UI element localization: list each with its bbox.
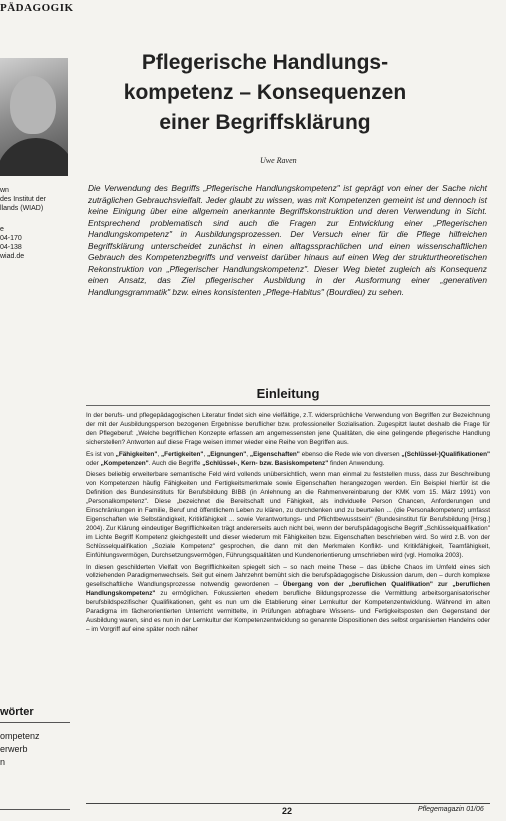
paragraph: Dieses beliebig erweiterbare semantische Feld wird vollends unübersichtlich, wenn man einmal zu feststellen muss, dass zur Beschreibung von Kompetenzen häufig Fähigkeiten und Fertigkeitsmerkmale sowie Eigenschaften herangezogen werden. Ein Beispiel hierfür ist die Definition des Bundesinstituts für Berufsbildung BIBB (in Anlehnung an die Rahmenvereinbarung der KMK vom 15. März 1991) von „Personalkompetenz". Diese „bezeichnet die Bereitschaft und Fähigkeit, als individuelle Person Chancen, Anforderungen und Einschränkungen in Familie, Beruf und öffentlichem Leben zu klären, zu durchdenken und zu beurteilen ... (die Personalkompetenz) umfasst Eigenschaften wie Selbständigkeit, Kritikfähigkeit ... sowie Verantwortungs- und Pflichtbewusstsein" (Bundesinstitut für Berufsbildung [Hrsg.] 2004). Zur Klärung eindeutiger Begrifflichkeiten trägt andererseits auch nicht bei, wenn der berufspädagogische Begriff „Schlüsselqualifikation" im Lichte Begriff Kompetenz gleichgestellt und dieser wiederum mit Fähigkeiten bzw. Eigenschaften beschrieben wird. So wird z.B. von der Schlüsselqualifikation „Soziale Kompetenz" gesprochen, die dann mit den Merkmalen Konflikt- und Kritikfähigkeit, Teamfähigkeit, Einfühlungsvermögen, Durchsetzungsvermögen, Führungsqualitäten und Kundenorientierung umschrieben wird (vgl. Homolka 2003).	[86, 471, 490, 559]
paragraph	[86, 451, 490, 469]
author-name: Uwe Raven	[260, 156, 297, 165]
page-number: 22	[282, 806, 293, 816]
author-photo	[0, 58, 68, 176]
author-email-link[interactable]: wiad.de	[0, 253, 25, 260]
term-bold: „Eignungen"	[207, 450, 247, 458]
text-run: zu ermöglichen. Fokussierten ehedem berufliche Bildungsprozesse die Vermittlung arbeitsorganisatorischer berufsbildspezifischer Qualifikationen, geht es nun um die Etablierung einer Lernkultur der Kompetenzentwicklung. Während im alten Paradigma im fächerorientierten Unterricht vermittelte, in Prüfungen abfragbare Wissens- und Fertigkeitsposten den Gegenstand der Ausbildung waren, sind es nun in der Lernkultur der Kompetenzentwicklung so genannte Dispositionen des selbst organisierten Handelns oder – im Vorgriff auf eine später noch näher	[86, 590, 490, 633]
paragraph	[86, 564, 490, 635]
footer-divider	[86, 803, 490, 804]
section-label: PÄDAGOGIK	[0, 2, 74, 14]
author-info	[0, 186, 70, 261]
abstract: Die Verwendung des Begriffs „Pflegerische Handlungskompetenz" ist geprägt von einer der Sache nicht zuträglichen Gebrauchsvielfalt. Jeder glaubt zu wissen, was mit Kompetenzen gemeint ist und dennoch ist keine Einigung über eine allgemein anerkannte Begriffskonstruktion und deren Verwendung in Sicht. Entsprechend problematisch sind auch die Fragen zur Entwicklung einer „Pflegerischen Handlungskompetenz" in Ausbildungsprozessen. Der Versuch einer für die Pflege hilfreichen Begriffsklärung unterscheidet zunächst in einen alltagssprachlichen und einen wissenschaftlichen Gebrauch des Kompetenzbegriffs und verweist darüber hinaus auf einen Weg der strukturtheoretischen Rekonstruktion von „Pflegerischer Handlungskompetenz". Dieser Weg bietet zugleich als Konsequenz einen Ansatz, das Ziel pflegerischer Ausbildung in der Ausformung einer „generativen Handlungsgrammatik" bzw. eines konsistenten „Pflege-Habitus" (Bourdieu) zu sehen.	[88, 183, 487, 297]
paragraph: In der berufs- und pflegepädagogischen Literatur findet sich eine vielfältige, z.T. widersprüchliche Verwendung von Begriffen zur Bezeichnung der mit der Ausbildungsperson bezogenen Ergebnisse beruflicher bzw. professioneller Sozialisation. Zugespitzt lautet deshalb die Frage für den Pflegeberuf: „Welche begrifflichen Konzepte erfassen am angemessensten jene Qualitäten, die eine gelingende pflegerische Handlung sicherstellen? Antworten auf diese Frage weisen immer wieder eine Reihe von Begriffen aus.	[86, 412, 490, 446]
divider	[86, 405, 490, 406]
text-run: Es ist von	[86, 450, 116, 458]
author-info-line: wn	[0, 187, 9, 194]
term-bold: „Kompetenzen"	[100, 459, 149, 467]
author-info-line: e	[0, 226, 4, 233]
author-info-line: llands (WIAD)	[0, 205, 44, 212]
term-bold: „Eigenschaften"	[249, 450, 300, 458]
text-run: In diesen geschilderten Vielfalt von Begrifflichkeiten spiegelt sich – so nach meine These – das übliche Chaos im Umfeld eines sich vollziehenden Paradigmenwechsels. Seit gut einem Jahrzehnt bemüht sich die berufspädagogische Diskussion darum, den – durch komplexe gesellschaftliche Wandlungsprozesse notwendig gewordenen –	[86, 563, 490, 589]
text-run: ,	[157, 450, 161, 458]
term-bold: „Fähigkeiten"	[115, 450, 158, 458]
spacer	[0, 213, 70, 225]
term-bold: „Fertigkeiten"	[160, 450, 204, 458]
keywords-list	[0, 730, 40, 769]
keyword-item: n	[0, 757, 6, 767]
section-heading-block	[86, 386, 490, 406]
author-info-line: 04-170	[0, 235, 22, 242]
author-info-line: 04-138	[0, 244, 22, 251]
title-line: Pflegerische Handlungs-	[141, 51, 389, 74]
keywords-heading: wörter	[0, 706, 34, 718]
photo-head-shape	[10, 76, 56, 134]
term-bold: „(Schlüssel-)Qualifikationen"	[401, 450, 490, 458]
text-run: . Auch die Begriffe	[148, 459, 203, 467]
term-bold: Übergang von der „beruflichen Qualifikation" zur „beruflichen Handlungskompetenz"	[86, 581, 490, 598]
divider	[0, 809, 70, 810]
keyword-item: ompetenz	[0, 731, 40, 741]
body-text	[86, 412, 490, 638]
text-run: ,	[246, 450, 250, 458]
article-title	[100, 48, 430, 138]
divider	[0, 722, 70, 723]
title-line: kompetenz – Konsequenzen	[123, 81, 407, 104]
text-run: ebenso die Rede wie von diversen	[299, 450, 402, 458]
photo-shoulder-shape	[0, 138, 68, 176]
author-info-line: des Institut der	[0, 196, 46, 203]
title-line: einer Begriffsklärung	[159, 111, 371, 134]
text-run: ,	[203, 450, 208, 458]
journal-issue: Pflegemagazin 01/06	[418, 806, 484, 813]
text-run: oder	[86, 459, 101, 467]
section-heading: Einleitung	[256, 386, 320, 401]
term-bold: „Schlüssel-, Kern- bzw. Basiskompetenz"	[202, 459, 329, 467]
text-run: finden Anwendung.	[328, 459, 385, 467]
keyword-item: erwerb	[0, 744, 28, 754]
